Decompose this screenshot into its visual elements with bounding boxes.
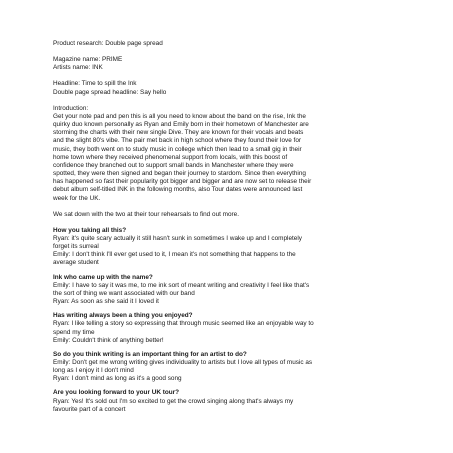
interview-answer: the sort of thing we want associated with our band [53,289,195,297]
interview-answer: Ryan: As soon as she said it I loved it [53,298,159,306]
interview-answer: long as I enjoy it I don't mind [53,367,134,375]
interview-answer: Ryan: I like telling a story so expressing that through music seemed like an enjoyable way to [53,320,314,328]
interview-answer: average student [53,259,99,267]
interview-question: Ink who came up with the name? [53,273,153,281]
interview-block [53,274,403,307]
interview-question: How you taking all this? [53,226,127,234]
intro-line: Get your note pad and pen this is all you need to know about the band on the rise, Ink the [53,112,306,120]
spread-headline: Double page spread headline: Say hello [53,88,167,96]
interview-answer: Emily: Couldn't think of anything better! [53,336,164,344]
interview-answer: Ryan: I don't mind as long as it's a good song [53,375,182,383]
document-page [53,40,403,414]
interview-answer: spend my time [53,328,95,336]
artists-name: Artists name: INK [53,64,103,72]
magazine-name: Magazine name: PRIME [53,56,123,64]
interview-answer: Emily: Don't get me wrong writing gives individuality to artists but I love all types of music as [53,359,313,366]
research-title: Product research: Double page spread [53,40,163,47]
introduction-heading: Introduction: [53,104,89,112]
interview-question: Are you looking forward to your UK tour? [53,389,180,397]
interview-block [53,389,403,413]
interview-answer: Emily: I have to say it was me, to me ink sort of meant writing and creativity I feel like that's [53,281,310,289]
interview-block [53,312,403,345]
intro-line: home town where they received phenomenal support from locals, with this boost of [53,153,288,161]
interview-answer: Emily: I don't think I'll ever get used to it, I mean it's not something that happens to the [53,251,296,259]
introduction-body [53,113,403,203]
introduction-closing: We sat down with the two at their tour rehearsals to find out more. [53,210,240,218]
intro-line: quirky duo known personally as Ryan and Emily born in their hometown of Manchester are [53,121,309,129]
interview-block [53,227,403,268]
intro-line: has happened so fast their popularity got bigger and bigger and are now set to release their [53,178,312,186]
intro-line: storming the charts with their new single Dive. They are known for their vocals and beats [53,129,304,137]
interview-question: So do you think writing is an important thing for an artist to do? [53,350,247,358]
intro-line: confidence they branched out to support small bands in Manchester where they were [53,161,294,169]
intro-line: spotted, they were then signed and began their journey to stardom. Since then everything [53,170,306,178]
interview-question: Has writing always been a thing you enjoyed? [53,312,193,320]
interview-answer: Ryan: it's quite scary actually it still hasn't sunk in sometimes I wake up and I completely [53,234,302,242]
headline: Headline: Time to spill the Ink [53,80,137,88]
interview-answer: favourite part of a concert [53,405,126,413]
interview-block [53,351,403,384]
intro-line: debut album self-titled INK in the following months, also Tour dates were announced last [53,186,303,194]
interview-answer: forget its surreal [53,243,99,251]
intro-line: week for the UK. [53,194,101,202]
intro-line: music, they both went on to study music in college which then lead to a small gig in their [53,145,302,153]
intro-line: and the slight 80's vibe. The pair met back in high school where they found their love for [53,137,301,145]
interview-answer: Ryan: Yes! It's sold out I'm so excited to get the crowd singing along that's always my [53,397,294,405]
